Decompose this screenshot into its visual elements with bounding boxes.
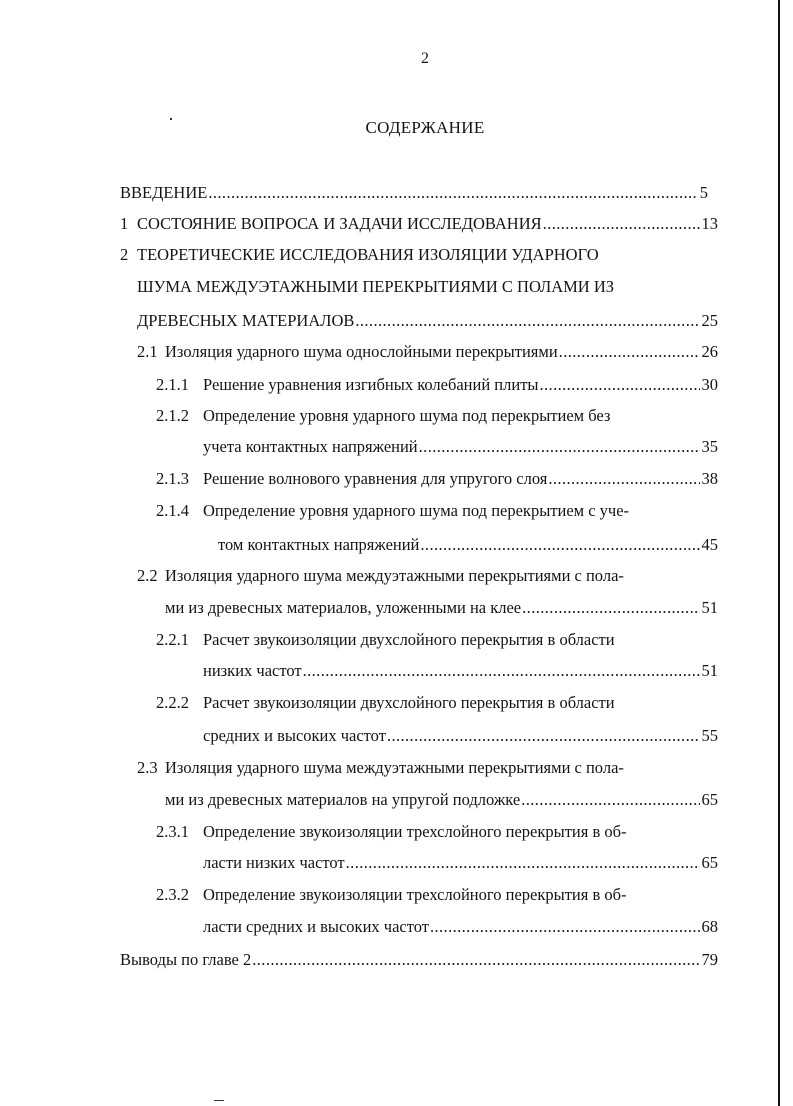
toc-leader-dots	[548, 469, 699, 489]
toc-section-number: 2.3.2	[156, 885, 189, 904]
toc-entry-text: ВВЕДЕНИЕ	[120, 183, 208, 202]
toc-entry-2-2-2-end	[203, 726, 718, 746]
toc-page-number: 65	[701, 790, 718, 809]
toc-section-number: 2.1	[137, 342, 158, 361]
toc-page-number: 30	[701, 375, 718, 394]
toc-page-number: 51	[701, 661, 718, 680]
toc-entry-text: средних и высоких частот	[203, 726, 386, 745]
toc-page-number: 51	[701, 598, 718, 617]
toc-entry-text: Изоляция ударного шума междуэтажными перекрытиями с пола-	[165, 758, 624, 777]
toc-leader-dots	[208, 183, 697, 203]
toc-section-number: 2.1.1	[156, 375, 189, 394]
toc-entry-text: том контактных напряжений	[218, 535, 420, 554]
toc-leader-dots	[355, 311, 699, 331]
toc-entry-2-2-1-end	[203, 661, 718, 681]
page-edge-line	[778, 0, 780, 1106]
toc-section-number: 2.2	[137, 566, 158, 585]
toc-entry-2-1-2-end	[203, 437, 718, 457]
toc-page-number: 38	[701, 469, 718, 488]
toc-page-number: 13	[701, 214, 718, 233]
toc-page-number: 26	[701, 342, 718, 361]
toc-entry-text: Решение уравнения изгибных колебаний плиты	[203, 375, 539, 394]
toc-entry-2-1-1[interactable]	[156, 375, 718, 395]
toc-page-number: 5	[699, 183, 708, 202]
toc-leader-dots	[387, 726, 700, 746]
scan-speck	[214, 1100, 224, 1101]
toc-leader-dots	[543, 214, 700, 234]
toc-entry-2-3-end	[165, 790, 718, 810]
page-title: СОДЕРЖАНИЕ	[365, 118, 485, 137]
toc-section-number: 2.2.2	[156, 693, 189, 712]
toc-entry-2-2-1[interactable]	[156, 630, 718, 650]
toc-entry-text: СОСТОЯНИЕ ВОПРОСА И ЗАДАЧИ ИССЛЕДОВАНИЯ	[137, 214, 542, 233]
toc-section-number: 2.3.1	[156, 822, 189, 841]
toc-page-number: 45	[701, 535, 718, 554]
toc-entry-section-1[interactable]	[120, 214, 718, 234]
toc-entry-text: ми из древесных материалов на упругой подложке	[165, 790, 521, 809]
toc-entry-2-1-4-end	[218, 535, 718, 555]
toc-entry-2-1-4[interactable]	[156, 501, 718, 521]
toc-entry-2-2-end	[165, 598, 718, 618]
toc-entry-2-1-2[interactable]	[156, 406, 718, 426]
toc-entry-text: Изоляция ударного шума однослойными перекрытиями	[165, 342, 558, 361]
toc-section-number: 1	[120, 214, 129, 233]
toc-entry-text: Выводы по главе 2	[120, 950, 252, 969]
toc-entry-text: ТЕОРЕТИЧЕСКИЕ ИССЛЕДОВАНИЯ ИЗОЛЯЦИИ УДАРНОГО	[137, 245, 599, 264]
toc-section-number: 2.3	[137, 758, 158, 777]
toc-entry-intro[interactable]	[120, 183, 708, 203]
toc-entry-text: Расчет звукоизоляции двухслойного перекрытия в области	[203, 693, 615, 712]
toc-entry-section-2[interactable]	[120, 245, 718, 265]
toc-leader-dots	[522, 598, 699, 618]
toc-page-number: 68	[701, 917, 718, 936]
toc-leader-dots	[521, 790, 699, 810]
toc-page-number: 79	[701, 950, 718, 969]
toc-leader-dots	[420, 535, 699, 555]
toc-entry-text: Определение звукоизоляции трехслойного перекрытия в об-	[203, 885, 627, 904]
toc-entry-text: Определение уровня ударного шума под перекрытием без	[203, 406, 611, 425]
toc-entry-conclusions[interactable]	[120, 950, 718, 970]
toc-entry-2-3-1[interactable]	[156, 822, 718, 842]
toc-page-number: 35	[701, 437, 718, 456]
toc-entry-2-3-2-end	[203, 917, 718, 937]
page-number: 2	[421, 50, 429, 67]
toc-entry-text: ШУМА МЕЖДУЭТАЖНЫМИ ПЕРЕКРЫТИЯМИ С ПОЛАМИ ИЗ	[137, 277, 615, 296]
toc-entry-text: ласти низких частот	[203, 853, 345, 872]
toc-entry-text: учета контактных напряжений	[203, 437, 418, 456]
toc-section-number: 2.1.2	[156, 406, 189, 425]
toc-leader-dots	[252, 950, 699, 970]
toc-leader-dots	[430, 917, 700, 937]
toc-entry-section-2-end	[137, 311, 718, 331]
toc-section-number: 2.1.3	[156, 469, 189, 488]
toc-entry-2-2[interactable]	[137, 566, 718, 586]
toc-leader-dots	[419, 437, 700, 457]
toc-page-number: 65	[701, 853, 718, 872]
toc-entry-text: Решение волнового уравнения для упругого слоя	[203, 469, 548, 488]
toc-entry-2-1-3[interactable]	[156, 469, 718, 489]
toc-section-number: 2.2.1	[156, 630, 189, 649]
toc-entry-2-3-2[interactable]	[156, 885, 718, 905]
toc-entry-text: Определение уровня ударного шума под перекрытием с уче-	[203, 501, 630, 520]
toc-entry-2-1[interactable]	[137, 342, 718, 362]
toc-entry-2-3[interactable]	[137, 758, 718, 778]
toc-page-number: 25	[701, 311, 718, 330]
toc-entry-2-3-1-end	[203, 853, 718, 873]
toc-entry-text: низких частот	[203, 661, 302, 680]
toc-entry-text: ласти средних и высоких частот	[203, 917, 429, 936]
toc-entry-text: Изоляция ударного шума междуэтажными перекрытиями с пола-	[165, 566, 624, 585]
toc-entry-text: Расчет звукоизоляции двухслойного перекрытия в области	[203, 630, 615, 649]
toc-page-number: 55	[701, 726, 718, 745]
toc-leader-dots	[540, 375, 700, 395]
toc-section-number: 2	[120, 245, 129, 264]
toc-entry-2-2-2[interactable]	[156, 693, 718, 713]
toc-leader-dots	[559, 342, 700, 362]
toc-leader-dots	[303, 661, 700, 681]
toc-leader-dots	[346, 853, 700, 873]
toc-entry-section-2-cont	[137, 277, 718, 297]
toc-entry-text: Определение звукоизоляции трехслойного перекрытия в об-	[203, 822, 627, 841]
toc-entry-text: ДРЕВЕСНЫХ МАТЕРИАЛОВ	[137, 311, 355, 330]
toc-section-number: 2.1.4	[156, 501, 189, 520]
toc-entry-text: ми из древесных материалов, уложенными на клее	[165, 598, 522, 617]
